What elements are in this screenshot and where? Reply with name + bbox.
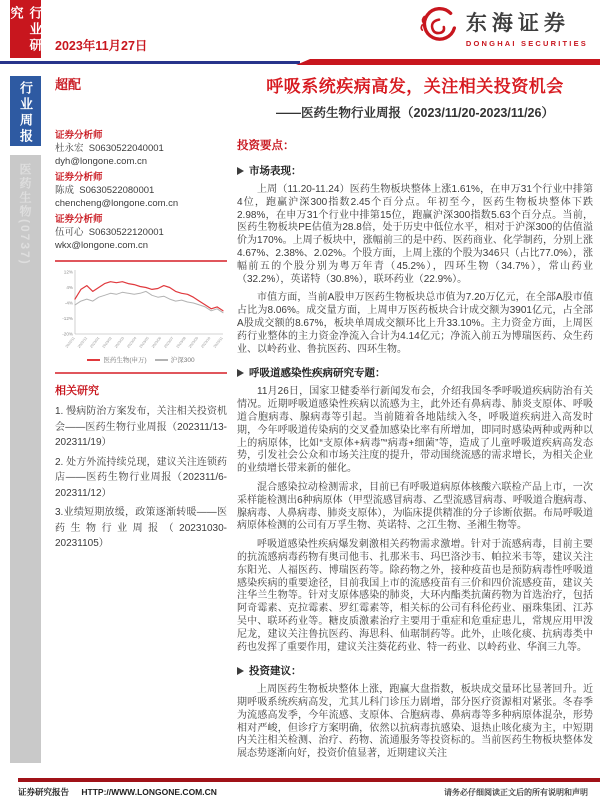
svg-text:2023/03: 2023/03 <box>113 336 126 349</box>
chart-legend <box>55 355 227 364</box>
analyst-name-id <box>55 226 227 239</box>
analyst-role: 证券分析师 <box>55 172 103 183</box>
svg-text:-20%: -20% <box>62 331 73 337</box>
sidebar-tab-industry-research <box>10 0 41 58</box>
logo-chinese-name: 东海证券 <box>465 10 570 35</box>
separator-line <box>55 372 227 374</box>
logo-text <box>466 7 588 48</box>
section-head-market <box>237 163 593 178</box>
svg-text:2023/11: 2023/11 <box>212 336 224 349</box>
investment-points-heading: 投资要点： <box>237 140 295 152</box>
sidebar-tab-sector <box>10 155 41 763</box>
legend-item <box>155 355 195 364</box>
legend-swatch <box>155 359 168 361</box>
section-title: 呼吸道感染性疾病研究专题： <box>249 367 386 380</box>
report-date: 2023年11月27日 <box>55 39 148 53</box>
section-title: 投资建议： <box>249 665 302 678</box>
report-title: 呼吸系统疾病高发，关注相关投资机会 <box>266 77 564 96</box>
analyst-id: S0630522080001 <box>79 185 155 196</box>
paragraph: 混合感染拉动检测需求，目前已有呼吸道病原体核酸六联检产品上市，一次采样能检测出6种病原体（甲型流感冒病毒、乙型流感冒病毒、呼吸道合胞病毒、腺病毒、人鼻病毒、肺炎支原体），为临床提供精准的分子诊断依据。布局呼吸道病原体检测的公司有万孚生物、英诺特、之江生物、圣湘生物等。 <box>237 481 593 532</box>
performance-chart <box>55 268 227 364</box>
analyst-name-id <box>55 142 227 155</box>
legend-swatch <box>87 359 100 361</box>
svg-text:2023/01: 2023/01 <box>89 336 101 349</box>
arrow-bullet-icon <box>237 167 244 175</box>
analyst-block <box>55 129 227 168</box>
section-head-advice <box>237 663 593 678</box>
analyst-name-id <box>55 184 227 197</box>
legend-label: 医药生物(申万) <box>103 357 147 364</box>
paragraph: 呼吸道感染性疾病爆发刺激相关药物需求激增。针对于流感病毒，目前主要的抗流感病毒药物有奥司他韦、扎那米韦、玛巴洛沙韦、帕拉米韦等，建议关注东阳光、人福医药、博瑞医药等。除药物之外，接种疫苗也是预防病毒性呼吸道感染疾病的重要途径，目前我国上市的流感疫苗有三价和四价流感疫苗，建议关注华兰生物等。针对支原体感染的肺炎，大环内酯类抗菌药物为首选治疗，包括阿奇霉素、克拉霉素、罗红霉素等，相关标的公司有科伦药业、丽珠集团、江苏吴中、联环药业等。糖皮质激素治疗主要用于重症和危重症患儿，常规应用甲泼尼龙，建议关注鲁抗医药、海思科、仙琚制药等。此外，止咳化痰、抗病毒类中药也发挥了重要作用，建议关注葵花药业、特一药业、以岭药业、华润三九等。 <box>237 539 593 653</box>
footer-website-link[interactable]: HTTP://WWW.LONGONE.COM.CN <box>81 787 217 797</box>
sidebar-tab-label: 医药生物(0737) <box>18 163 32 266</box>
analyst-role: 证券分析师 <box>55 130 103 141</box>
svg-text:2023/06: 2023/06 <box>150 336 163 349</box>
svg-text:2023/07: 2023/07 <box>163 336 175 349</box>
svg-text:2022/12: 2022/12 <box>76 336 89 349</box>
analyst-name: 陈成 <box>55 185 75 196</box>
footer-report-type: 证券研究报告 <box>18 787 70 797</box>
legend-item <box>87 355 146 364</box>
related-research-item[interactable]: 2. 处方外流持续兑现，建议关注连锁药店——医药生物行业周报（202311/6-202311/12） <box>55 456 227 499</box>
header-rule-blue <box>0 61 300 64</box>
analyst-name: 伍可心 <box>55 227 84 238</box>
related-research-heading: 相关研究 <box>55 385 99 397</box>
svg-text:2023/04: 2023/04 <box>126 336 138 349</box>
analyst-role: 证券分析师 <box>55 214 103 225</box>
paragraph: 上周（11.20-11.24）医药生物板块整体上涨1.61%，在申万31个行业中排第4位，跑赢沪深300指数2.45个百分点。年初至今，医药生物板块整体下跌2.98%，在申万31个行业中排第15位，跑赢沪深300指数5.63个百分点。当前，医药生物板块PE估值为28.8倍，处于历史中低位水平，相对于沪深300的估值溢价为170%。上周子板块中，涨幅前三的是中药、医药商业、化学制药，分别上涨4.67%、2.38%、2.02%。个股方面，上周上涨的个股为346只（占比77.0%），涨幅前五的个股分别为粤万年青（45.2%），四环生物（34.7%），常山药业（32.2%），英诺特（30.8%），联环药业（22.9%）。 <box>237 184 593 285</box>
analyst-id: S0630522040001 <box>88 143 164 154</box>
donghai-phoenix-icon <box>416 6 458 48</box>
analyst-name: 杜永宏 <box>55 143 84 154</box>
analyst-block <box>55 213 227 252</box>
analyst-block <box>55 171 227 210</box>
section-head-respiratory <box>237 365 593 380</box>
svg-text:2023/05: 2023/05 <box>138 336 150 349</box>
analyst-id: S0630522120001 <box>88 227 164 238</box>
footer-disclaimer: 请务必仔细阅读正文后的所有说明和声明 <box>444 787 588 797</box>
svg-text:2023/02: 2023/02 <box>101 336 113 349</box>
main-column <box>237 72 593 767</box>
arrow-bullet-icon <box>237 369 244 377</box>
sidebar-tab-industry-weekly <box>10 76 41 146</box>
paragraph: 市值方面，当前A股申万医药生物板块总市值为7.20万亿元，在全部A股市值占比为8.06%。成交量方面，上周申万医药板块合计成交额为3901亿元，占全部A股成交额的8.67%，板块单周成交额环比上升33.10%。主力资金方面，上周医药行业整体的主力资金净流入合计为4.14亿元；净流入前五为博瑞医药、众生药业、以岭药业、鲁抗医药、四环生物。 <box>237 292 593 355</box>
paragraph: 上周医药生物板块整体上涨，跑赢大盘指数，板块成交量环比显著回升。近期呼吸系统疾病高发，尤其儿科门诊压力剧增，部分医疗资源相对紧张。冬春季为流感高发季，今年流感、支原体、合胞病毒、鼻病毒等多种病原体混杂，形势相对严峻，但诊疗方案明确，依然以抗病毒抗感染、退热止咳化痰为主，中短期内关注相关检测、治疗、药物、流通服务等投资标的。当前医药生物板块整体发展态势逐渐向好，投资价值显著，近期建议关注 <box>237 684 593 760</box>
left-column <box>55 74 227 556</box>
footer <box>18 786 588 798</box>
sidebar-tab-label: 行业周报 <box>18 81 33 145</box>
arrow-bullet-icon <box>237 667 244 675</box>
footer-rule <box>18 778 600 782</box>
paragraph: 11月26日，国家卫健委举行新闻发布会，介绍我国冬季呼吸道疾病防治有关情况。近期呼吸道感染性疾病以流感为主，此外还有鼻病毒、肺炎支原体、呼吸道合胞病毒、腺病毒等引起。当前随着各地陆续入冬，呼吸道疾病进入高发时期，今年呼吸道传染病的交叉叠加感染比率有所增加，即同时感染两种或两种以上的病原体，比如“支原体+病毒”“病毒+细菌”等，造成了儿童呼吸道疾病高发态势，引发社会公众和市场关注度的提升，带动围绕流感的需求增长，为相关企业的业绩增长带来新的催化。 <box>237 386 593 475</box>
logo-english-name: DONGHAI SECURITIES <box>465 38 588 48</box>
report-subtitle: ——医药生物行业周报（2023/11/20-2023/11/26） <box>276 106 554 120</box>
footer-left <box>18 786 217 798</box>
svg-text:2023/10: 2023/10 <box>200 336 212 349</box>
svg-text:-12%: -12% <box>62 316 73 322</box>
svg-text:4%: 4% <box>66 285 73 291</box>
analyst-email-link[interactable]: dyh@longone.com.cn <box>55 156 148 167</box>
separator-line <box>55 260 227 262</box>
svg-text:12%: 12% <box>63 269 73 275</box>
section-title: 市场表现： <box>249 165 302 177</box>
related-research-item[interactable]: 3.业绩短期放缓，政策逐渐转暖——医药生物行业周报（20231030-20231105） <box>55 507 227 549</box>
header-rule-red <box>296 59 600 65</box>
rating-badge: 超配 <box>55 77 82 92</box>
analyst-email-link[interactable]: wkx@longone.com.cn <box>55 240 149 251</box>
sidebar-tab-label: 行业研究 <box>8 6 43 54</box>
related-research-item[interactable]: 1. 慢病防治方案发布，关注相关投资机会——医药生物行业周报（202311/13-202311/19） <box>55 406 227 448</box>
analyst-email-link[interactable]: chencheng@longone.com.cn <box>55 198 179 209</box>
line-chart <box>55 268 227 352</box>
svg-text:-4%: -4% <box>64 300 73 306</box>
company-logo <box>416 6 588 48</box>
svg-text:2023/09: 2023/09 <box>187 336 200 349</box>
svg-text:2023/08: 2023/08 <box>175 336 187 349</box>
legend-label: 沪深300 <box>170 357 195 364</box>
svg-text:2022/11: 2022/11 <box>64 336 76 349</box>
